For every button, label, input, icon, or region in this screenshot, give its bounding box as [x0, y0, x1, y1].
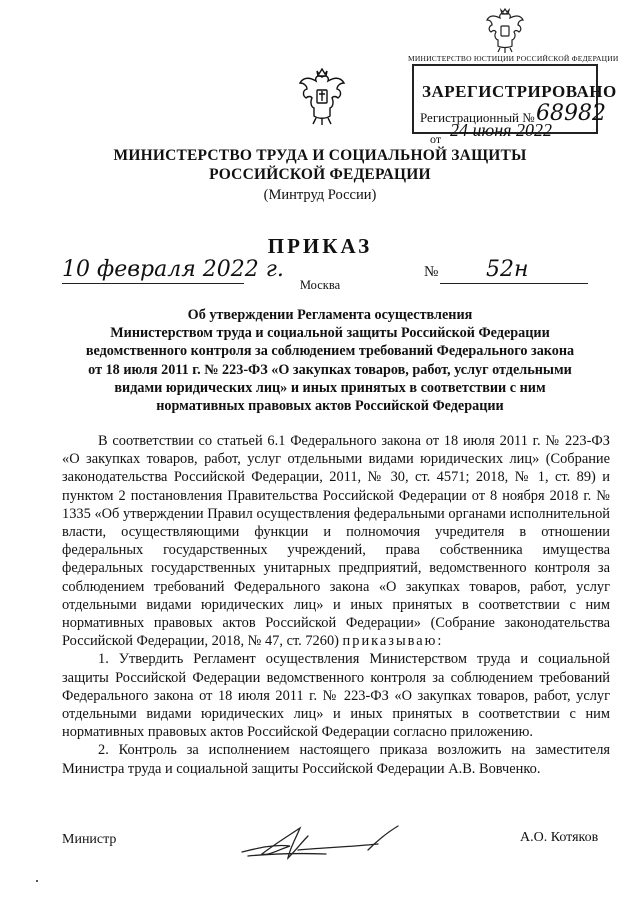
coat-of-arms-small-icon	[484, 8, 526, 54]
order-number-sign: №	[424, 264, 439, 280]
stamp-reg-number-label: Регистрационный №	[420, 110, 535, 125]
stamp-reg-date-label: от	[430, 132, 442, 146]
preamble-text: В соответствии со статьей 6.1 Федерального закона от 18 июля 2011 г. № 223-ФЗ «О закупках товаров, работ, услуг отдельными видами юридических лиц» (Собрание законодательства Российской Федерации, 2011, № 30, ст. 4571; 2018, № 1, ст. 89) и пунктом 2 постановления Правительства Российской Федерации от 8 ноября 2018 г. № 1335 «Об утверждении Правил осуществления федеральными органами исполнительной власти, осуществляющими функции и полномочия учредителя в отношении федеральных государственных учреждений, права собственника имущества федеральных государственных унитарных предприятий, ведомственного контроля за соблюдением требований Федерального закона «О закупках товаров, работ, услуг отдельными видами юридических лиц» и иных принятых в соответствии с ним нормативных правовых актов Российской Федерации» (Собрание законодательства Российской Федерации, 2018, № 47, ст. 7260)	[62, 433, 610, 650]
subject-line: Министерством труда и социальной защиты Российской Федерации	[110, 325, 550, 342]
subject-line: ведомственного контроля за соблюдением требований Федерального закона	[85, 343, 575, 360]
signatory-position: Министр	[62, 832, 117, 847]
item-2-paragraph: 2. Контроль за исполнением настоящего приказа возложить на заместителя Министра труда и социальной защиты Российской Федерации А.В. Вовченко.	[62, 742, 610, 777]
ministry-short-name: (Минтруд России)	[263, 187, 377, 203]
order-subject	[60, 306, 600, 415]
handwritten-signature	[238, 820, 408, 864]
order-title: ПРИКАЗ	[267, 234, 373, 258]
order-date: 10 февраля 2022 г.	[62, 257, 284, 282]
stamp-registered-label: ЗАРЕГИСТРИРОВАНО	[422, 82, 617, 101]
signature-block	[0, 820, 640, 870]
order-body	[62, 432, 610, 778]
subject-line: нормативных правовых актов Российской Федерации	[156, 398, 504, 415]
item-1-paragraph: 1. Утвердить Регламент осуществления Министерством труда и социальной защиты Российской Федерации ведомственного контроля за соблюдением требований Федерального закона от 18 июля 2011 г. № 223-ФЗ «О закупках товаров, работ, услуг отдельными видами юридических лиц» и иных принятых в соответствии с ним нормативных правовых актов Российской Федерации согласно приложению.	[62, 651, 610, 741]
subject-line: от 18 июля 2011 г. № 223-ФЗ «О закупках товаров, работ, услуг отдельными	[88, 361, 572, 378]
order-word: приказываю:	[342, 633, 444, 650]
ministry-name-line2: РОССИЙСКОЙ ФЕДЕРАЦИИ	[209, 166, 431, 183]
stamp-reg-number: 68982	[536, 101, 606, 126]
signatory-name: А.О. Котяков	[520, 830, 599, 845]
stamp-ministry-line: МИНИСТЕРСТВО ЮСТИЦИИ РОССИЙСКОЙ ФЕДЕРАЦИИ	[408, 54, 619, 63]
registration-stamp	[406, 8, 619, 146]
coat-of-arms-icon	[298, 68, 346, 126]
subject-line: видами юридических лиц» и иных принятых в соответствии с ним	[114, 379, 546, 396]
preamble-paragraph	[62, 432, 610, 650]
scan-speck	[36, 880, 38, 882]
subject-line: Об утверждении Регламента осуществления	[187, 307, 473, 323]
stamp-reg-date: 24 июня 2022	[450, 120, 552, 140]
ministry-name-line1: МИНИСТЕРСТВО ТРУДА И СОЦИАЛЬНОЙ ЗАЩИТЫ	[113, 147, 527, 164]
order-number: 52н	[486, 257, 529, 282]
order-city: Москва	[299, 278, 341, 292]
